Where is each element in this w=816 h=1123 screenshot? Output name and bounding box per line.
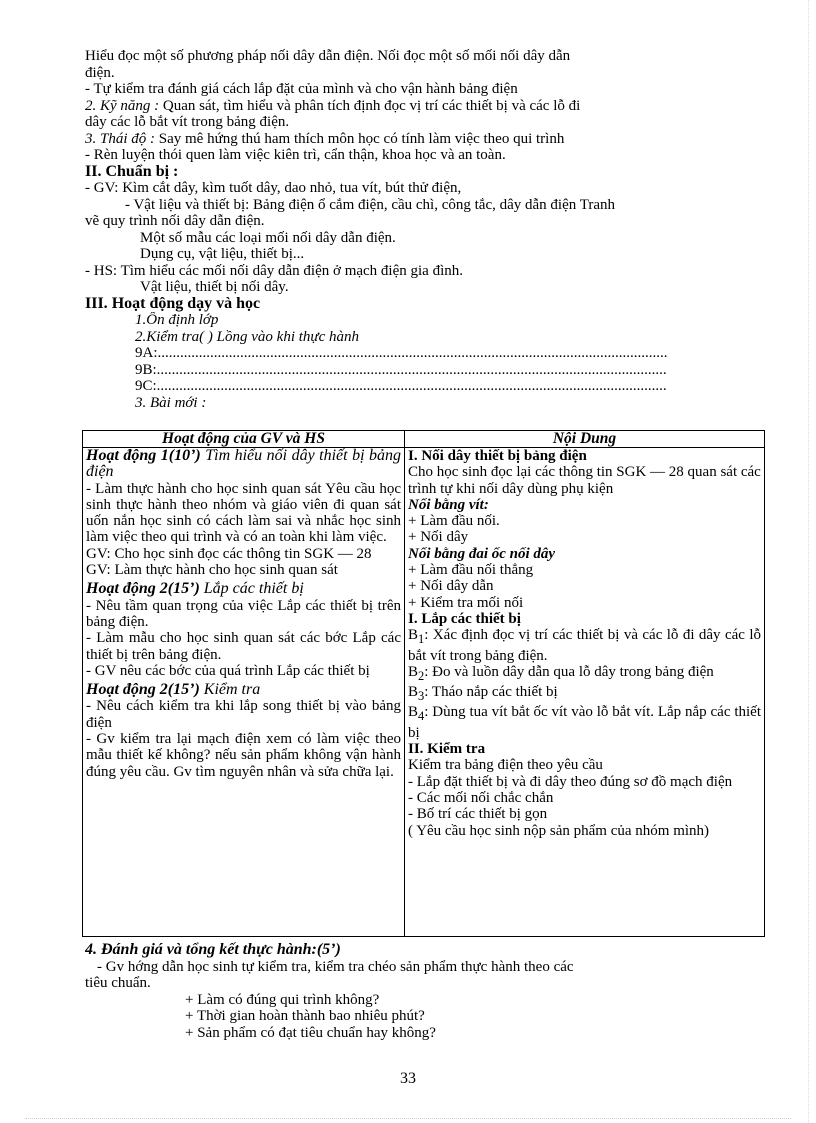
step-b1-index: 1	[418, 632, 425, 647]
table-body-row	[83, 448, 765, 937]
step-b4-index: 4	[418, 709, 425, 724]
step-b3-index: 3	[418, 689, 425, 704]
content-heading-2: I. Lắp các thiết bị	[408, 610, 521, 627]
act2-heading	[86, 581, 401, 597]
activity-title: Hoạt động dạy và học	[107, 295, 261, 312]
class-9a: 9A:........................................................................................................................................	[135, 345, 668, 361]
step-b3-label: B	[408, 684, 419, 701]
content-subheading-screw: Nối bằng vít:	[408, 496, 489, 513]
content-item-4: + Nối dây dẫn	[408, 578, 494, 595]
step-3: 3. Bài mới :	[135, 394, 207, 408]
intro-line-2: điện.	[85, 64, 115, 81]
prep-gv-4: Một số mẫu các loại mối nối dây dẫn điện.	[140, 229, 396, 246]
act1-body-3: GV: Làm thực hành cho học sinh quan sát	[86, 562, 338, 579]
act3-body-2: - Gv kiểm tra lại mạch điện xem có làm việc theo mẫu thiết kế không? nếu sản phẩm không vận hành đúng yêu cầu. Gv tìm nguyên nhân và sửa chữa lại.	[86, 731, 401, 780]
step-b2-label: B	[408, 663, 419, 680]
summary-section	[85, 942, 760, 1041]
attitude-label: 3. Thái độ :	[85, 130, 156, 147]
summary-question-1: + Làm có đúng qui trình không?	[185, 991, 380, 1008]
step-b4	[408, 704, 761, 741]
attitude-line	[85, 131, 760, 148]
content-para-1: Cho học sinh đọc lại các thông tin SGK — 28 quan sát các trình tự khi nối dây dùng phụ kiện	[408, 464, 761, 497]
page-number: 33	[400, 1070, 416, 1087]
content-cell	[405, 448, 765, 937]
prep-gv-1: - GV: Kìm cắt dây, kìm tuốt dây, dao nhỏ, tua vít, bút thử điện,	[85, 180, 462, 196]
content-item-7: - Các mối nối chắc chắn	[408, 789, 554, 806]
summary-para-1: - Gv hớng dẫn học sinh tự kiểm tra, kiểm tra chéo sản phẩm thực hành theo các	[97, 958, 574, 975]
prep-hs-1: - HS: Tìm hiểu các mối nối dây dẫn điện ở mạch điện gia đình.	[85, 262, 463, 279]
step-b3	[408, 684, 761, 704]
act2-title: Hoạt động 2(15’)	[86, 580, 200, 598]
step-b2-text: : Đo và luồn dây dẫn qua lỗ dây trong bảng điện	[424, 663, 714, 680]
activity-heading	[85, 296, 760, 313]
class-9c: 9C:........................................................................................................................................	[135, 378, 667, 394]
act1-heading	[86, 448, 401, 481]
step-b4-label: B	[408, 704, 419, 721]
step-b2	[408, 664, 761, 684]
act2-body-3: - GV nêu các bớc của quá trình Lắp các thiết bị	[86, 662, 370, 679]
step-b2-index: 2	[418, 668, 425, 683]
act2-sub: Lắp các thiết bị	[199, 580, 304, 598]
attitude-line-2: - Rèn luyện thói quen làm việc kiên trì, cẩn thận, khoa học và an toàn.	[85, 147, 506, 163]
step-b3-text: : Tháo nắp các thiết bị	[424, 684, 558, 701]
act3-heading	[86, 682, 401, 698]
class-9b: 9B:........................................................................................................................................	[135, 361, 667, 378]
activity-cell	[83, 448, 405, 937]
step-b1	[408, 627, 761, 664]
act3-sub: Kiểm tra	[199, 681, 261, 699]
step-b1-text: : Xác định đọc vị trí các thiết bị và các lỗ đi dây các lỗ bắt vít trong bảng điện.	[408, 627, 761, 664]
prep-gv-2: - Vật liệu và thiết bị: Bảng điện ổ cắm điện, cầu chì, công tắc, dây dẫn điện Tranh	[125, 196, 616, 213]
table-header-row	[83, 431, 765, 448]
step-b1-label: B	[408, 627, 419, 644]
act1-title: Hoạt động 1(10’)	[86, 447, 201, 464]
content-heading-3: II. Kiểm tra	[408, 741, 486, 758]
attitude-text: Say mê hứng thú ham thích môn học có tính làm việc theo qui trình	[155, 130, 565, 147]
lesson-table	[82, 430, 765, 937]
page-right-edge	[808, 0, 809, 1123]
content-item-3: + Làm đầu nối thẳng	[408, 562, 534, 579]
step-1: 1.Ổn định lớp	[135, 312, 219, 328]
col-header-activity: Hoạt động của GV và HS	[83, 431, 405, 448]
page-bottom-rule	[25, 1118, 791, 1119]
prep-gv-5: Dụng cụ, vật liệu, thiết bị...	[140, 246, 305, 262]
col-header-content: Nội Dung	[405, 431, 765, 448]
step-b4-text: : Dùng tua vít bắt ốc vít vào lỗ bắt vít. Lắp nắp các thiết bị	[408, 704, 761, 741]
content-heading-1: I. Nối dây thiết bị bảng điện	[408, 448, 587, 464]
act2-body-1: - Nêu tầm quan trọng của việc Lắp các thiết bị trên bảng điện.	[86, 597, 401, 630]
act1-sub: Tìm hiểu nối dây thiết bị bảng điện	[86, 447, 402, 481]
prep-gv-3: vẽ quy trình nối dây dẫn điện.	[85, 213, 265, 229]
intro-line-3: - Tự kiểm tra đánh giá cách lắp đặt của mình và cho vận hành bảng điện	[85, 81, 518, 97]
summary-question-3: + Sản phẩm có đạt tiêu chuẩn hay không?	[185, 1024, 436, 1041]
act1-body-2: GV: Cho học sinh đọc các thông tin SGK — 28	[86, 545, 372, 562]
content-subheading-nut: Nối bằng đai ốc nối dây	[408, 545, 556, 562]
prep-heading: II. Chuẩn bị :	[85, 163, 179, 180]
content-item-2: + Nối dây	[408, 529, 469, 546]
content-item-9: ( Yêu cầu học sinh nộp sản phẩm của nhóm mình)	[408, 822, 710, 839]
summary-heading: 4. Đánh giá và tổng kết thực hành:(5’)	[85, 942, 341, 958]
act1-body-1: - Làm thực hành cho học sinh quan sát Yêu cầu học sinh thực hành theo nhóm và giáo viên đi quan sát uốn nắn học sinh có cách làm sai và nhắc học sinh làm việc theo qui trình và có an toàn khi làm việc.	[86, 480, 401, 546]
content-item-6: - Lắp đặt thiết bị và đi dây theo đúng sơ đồ mạch điện	[408, 773, 733, 790]
content-item-5: + Kiểm tra mối nối	[408, 594, 524, 611]
content-para-3: Kiểm tra bảng điện theo yêu cầu	[408, 757, 603, 774]
skill-line	[85, 98, 760, 115]
summary-para-2: tiêu chuẩn.	[85, 975, 151, 991]
content-item-1: + Làm đầu nối.	[408, 513, 500, 530]
document-body	[85, 48, 760, 408]
act3-body-1: - Nêu cách kiểm tra khi lắp song thiết bị vào bảng điện	[86, 698, 401, 731]
summary-question-2: + Thời gian hoàn thành bao nhiêu phút?	[185, 1008, 425, 1024]
act2-body-2: - Làm mẫu cho học sinh quan sát các bớc Lắp các thiết bị trên bảng điện.	[86, 630, 401, 663]
activity-roman: III.	[85, 295, 108, 312]
skill-line-2: dây các lỗ bắt vít trong bảng điện.	[85, 114, 290, 130]
content-item-8: - Bố trí các thiết bị gọn	[408, 806, 548, 823]
skill-text: Quan sát, tìm hiểu và phân tích định đọc vị trí các thiết bị và các lỗ đi	[159, 97, 581, 114]
prep-hs-2: Vật liệu, thiết bị nối dây.	[140, 279, 289, 295]
step-2: 2.Kiểm tra( ) Lồng vào khi thực hành	[135, 328, 359, 345]
skill-label: 2. Kỹ năng :	[85, 97, 160, 114]
act3-title: Hoạt động 2(15’)	[86, 681, 200, 699]
intro-line-1: Hiểu đọc một số phương pháp nối dây dẫn điện. Nối đọc một số mối nối dây dẫn	[85, 48, 571, 64]
